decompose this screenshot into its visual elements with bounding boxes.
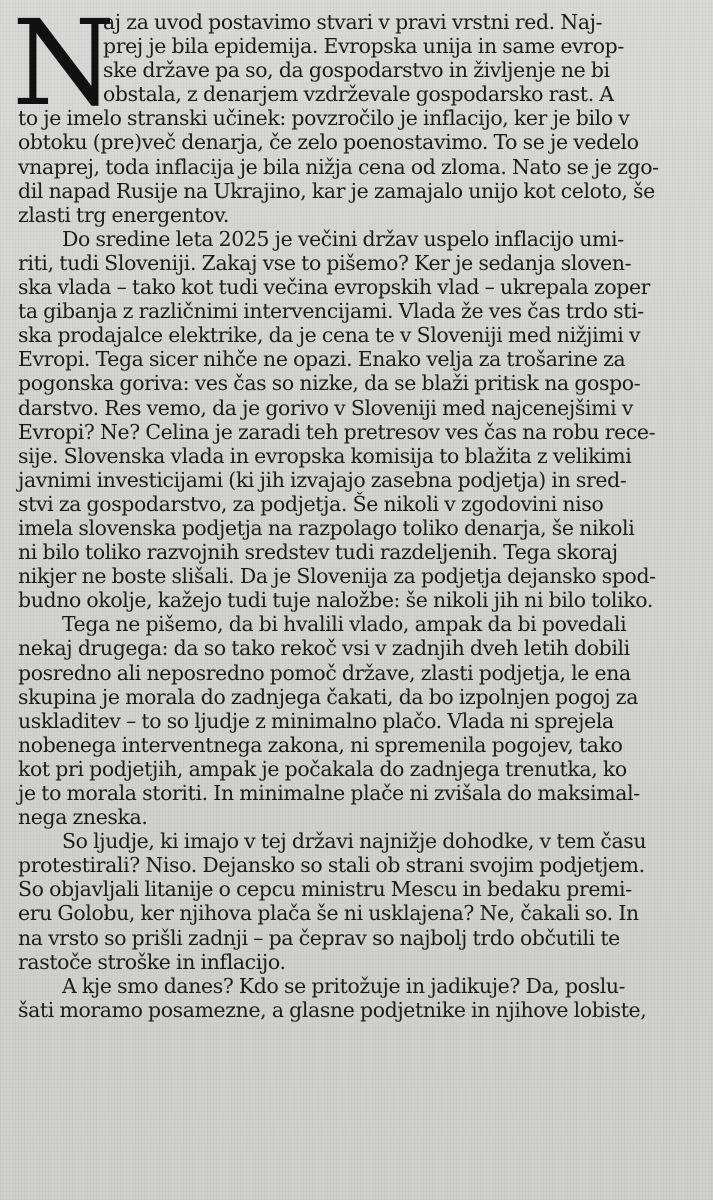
text-line: to je imelo stranski učinek: povzročilo je inflacijo, ker je bilo v xyxy=(18,106,630,131)
text-line: nekaj drugega: da so tako rekoč vsi v zadnjih dveh letih dobili xyxy=(18,636,630,661)
text-line: budno okolje, kažejo tudi tuje naložbe: še nikoli jih ni bilo toliko. xyxy=(18,588,653,613)
text-line: obstala, z denarjem vzdrževale gospodarsko rast. A xyxy=(103,82,614,107)
text-line: So objavljali litanije o cepcu ministru Mescu in bedaku premi- xyxy=(18,877,632,902)
text-line: ska prodajalce elektrike, da je cena te v Sloveniji med nižjimi v xyxy=(18,323,641,348)
text-line: dil napad Rusije na Ukrajino, kar je zamajalo unijo kot celoto, še xyxy=(18,178,655,203)
text-line: protestirali? Niso. Dejansko so stali ob strani svojim podjetjem. xyxy=(18,853,645,878)
text-line: šati moramo posamezne, a glasne podjetnike in njihove lobiste, xyxy=(18,997,647,1022)
text-line: uskladitev – to so ljudje z minimalno plačo. Vlada ni sprejela xyxy=(18,708,614,733)
text-line: posredno ali neposredno pomoč države, zlasti podjetja, le ena xyxy=(18,660,631,685)
text-line: darstvo. Res vemo, da je gorivo v Sloveniji med najcenejšimi v xyxy=(18,395,634,420)
text-line: A kje smo danes? Kdo se pritožuje in jadikuje? Da, poslu- xyxy=(62,973,626,998)
text-line: sije. Slovenska vlada in evropska komisija to blažita z velikimi xyxy=(18,443,632,468)
text-line: pogonska goriva: ves čas so nizke, da se blaži pritisk na gospo- xyxy=(18,371,641,396)
text-line: prej je bila epidemija. Evropska unija in same evrop- xyxy=(103,34,624,59)
text-line: aj za uvod postavimo stvari v pravi vrstni red. Naj- xyxy=(103,10,603,34)
text-line: je to morala storiti. In minimalne plače ni zvišala do maksimal- xyxy=(18,781,640,805)
text-line: nega zneska. xyxy=(18,805,148,830)
text-line: nobenega interventnega zakona, ni spremenila pogojev, tako xyxy=(18,732,623,757)
text-line: kot pri podjetjih, ampak je počakala do zadnjega trenutka, ko xyxy=(18,756,627,781)
text-line: Tega ne pišemo, da bi hvalili vlado, ampak da bi povedali xyxy=(62,612,627,637)
text-line: riti, tudi Sloveniji. Zakaj vse to pišemo? Ker je sedanja sloven- xyxy=(18,250,632,275)
text-line: na vrsto so prišli zadnji – pa čeprav so najbolj trdo občutili te xyxy=(18,925,620,950)
text-line: ske države pa so, da gospodarstvo in življenje ne bi xyxy=(103,58,610,83)
text-line: obtoku (pre)več denarja, če zelo poenostavimo. To se je vedelo xyxy=(18,130,639,155)
text-line: eru Golobu, ker njihova plača še ni usklajena? Ne, čakali so. In xyxy=(18,901,639,926)
text-line: zlasti trg energentov. xyxy=(18,202,229,227)
text-line: ni bilo toliko razvojnih sredstev tudi razdeljenih. Tega skoraj xyxy=(18,540,618,565)
text-line: imela slovenska podjetja na razpolago toliko denarja, še nikoli xyxy=(18,515,635,540)
text-line: Do sredine leta 2025 je večini držav uspelo inflacijo umi- xyxy=(62,226,624,251)
text-line: ska vlada – tako kot tudi večina evropskih vlad – ukrepala zoper xyxy=(18,275,651,300)
text-line: Evropi? Ne? Celina je zaradi teh pretresov ves čas na robu rece- xyxy=(18,419,656,444)
text-line: So ljudje, ki imajo v tej državi najnižje dohodke, v tem času xyxy=(62,829,647,854)
text-line: skupina je morala do zadnjega čakati, da bo izpolnjen pogoj za xyxy=(18,684,639,709)
drop-cap: N xyxy=(12,0,116,132)
text-line: ta gibanja z različnimi intervencijami. Vlada že ves čas trdo sti- xyxy=(18,299,644,324)
article-body xyxy=(18,10,708,1022)
text-line: javnimi investicijami (ki jih izvajajo zasebna podjetja) in sred- xyxy=(18,467,627,492)
text-line: rastoče stroške in inflacijo. xyxy=(18,949,286,974)
text-line: vnaprej, toda inflacija je bila nižja cena od zloma. Nato se je zgo- xyxy=(18,154,659,179)
text-line: stvi za gospodarstvo, za podjetja. Še nikoli v zgodovini niso xyxy=(18,491,604,516)
text-line: Evropi. Tega sicer nihče ne opazi. Enako velja za trošarine za xyxy=(18,347,626,372)
text-line: nikjer ne boste slišali. Da je Slovenija za podjetja dejansko spod- xyxy=(18,564,656,589)
